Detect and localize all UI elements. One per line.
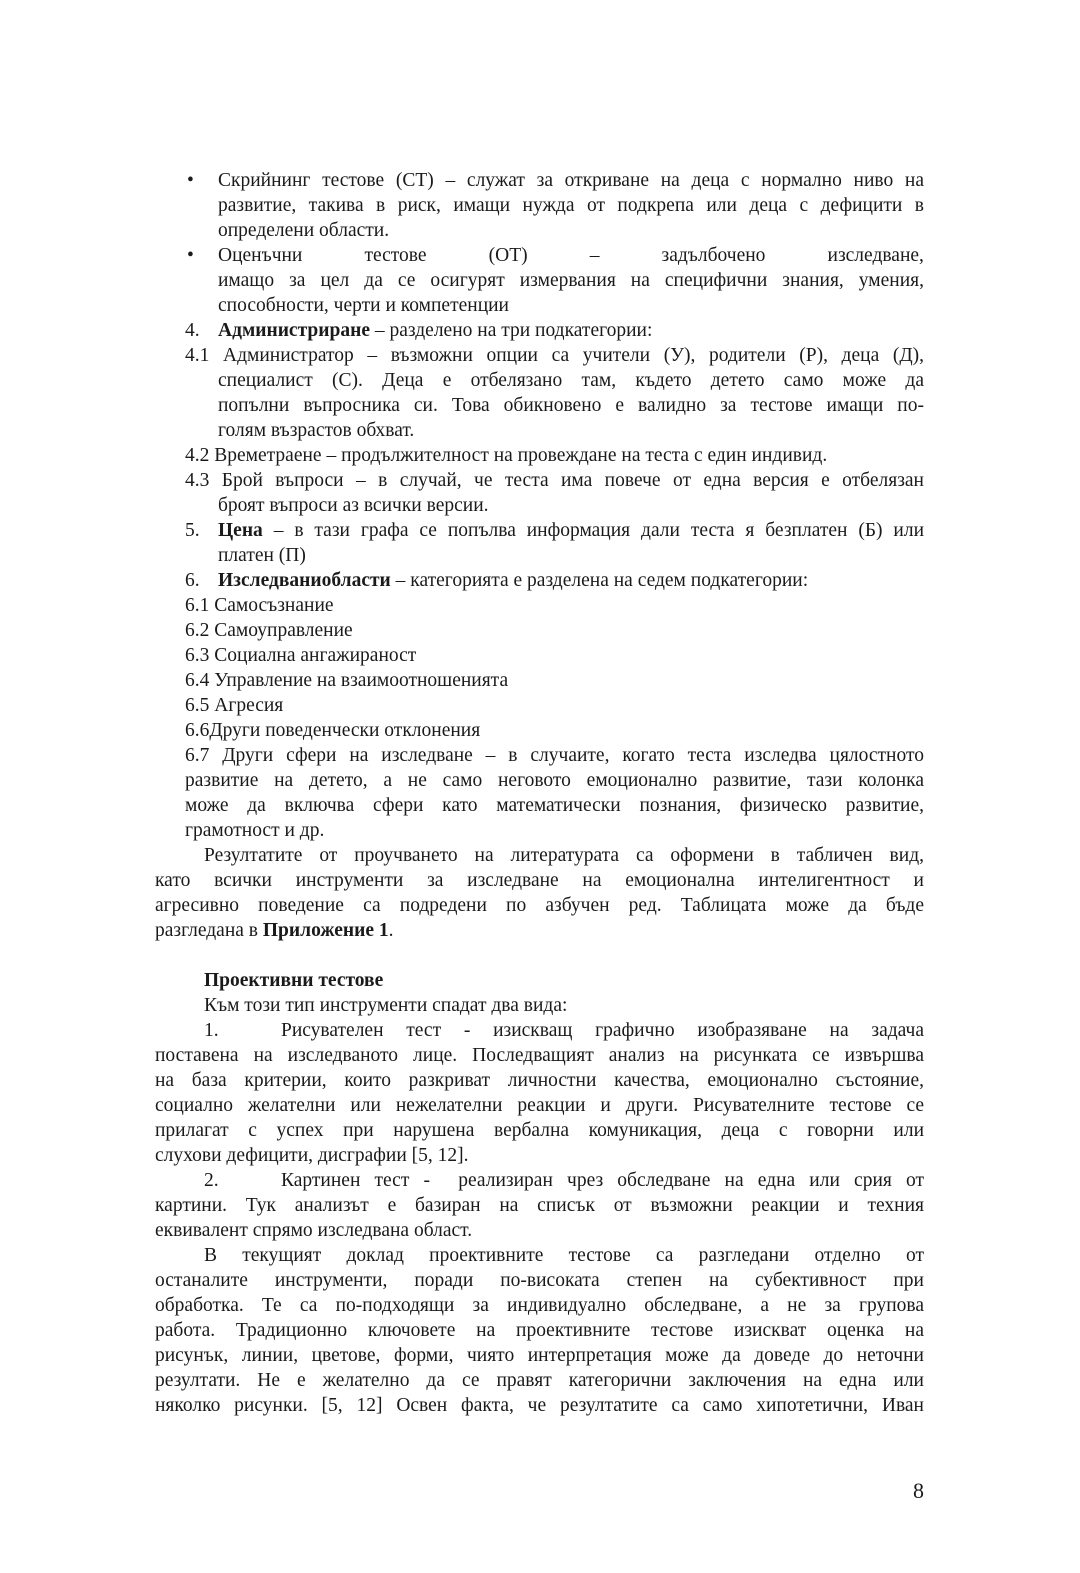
projective-item-1 — [155, 1018, 924, 1168]
appendix-reference: Приложение 1 — [262, 920, 389, 941]
text-line: социално желателни или нежелателни реакции и други. Рисувателните тестове се — [155, 1095, 924, 1116]
section-title: Цена — [218, 520, 263, 541]
bullet-icon: • — [187, 245, 194, 266]
text-line: резултати. Не е желателно да се правят категорични заключения на една или — [155, 1370, 924, 1391]
text-line: В текущият доклад проективните тестове са разгледани отделно от — [204, 1245, 924, 1266]
word: изследване, — [827, 245, 924, 266]
text-line: картини. Тук анализът е базиран на списък от възможни реакции и техния — [155, 1195, 924, 1216]
text-line: развитие, такива в риск, имащи нужда от подкрепа или деца с дефицити в — [218, 195, 924, 216]
bullet-item-screening — [155, 168, 924, 243]
text-line: няколко рисунки. [5, 12] Освен факта, че резултатите са само хипотетични, Иван — [155, 1395, 924, 1416]
section-4-heading — [155, 318, 924, 343]
text-line: голям възрастов обхват. — [218, 420, 415, 441]
subitem-6-1: 6.1 Самосъзнание — [185, 595, 334, 616]
subitem-6-2: 6.2 Самоуправление — [185, 620, 353, 641]
subitem-text: Времетраене – продължителност на провеждане на теста с един индивид. — [214, 445, 828, 466]
text-line — [155, 1018, 924, 1043]
page-content — [155, 168, 924, 1418]
item-number: 1. — [204, 1020, 219, 1041]
projective-intro: Към този тип инструменти спадат два вида: — [204, 995, 568, 1016]
text-line — [155, 918, 924, 943]
section-rest: – в тази графа се попълва информация дали теста я безплатен (Б) или — [262, 520, 924, 541]
spacer — [155, 943, 924, 968]
text-line: останалите инструменти, поради по-високата степен на субективност при — [155, 1270, 924, 1291]
text-line: работа. Традиционно ключовете на проективните тестове изискват оценка на — [155, 1320, 924, 1341]
subitem-4-1 — [155, 343, 924, 443]
heading-text: Проективни тестове — [204, 970, 384, 991]
text-line — [155, 1168, 924, 1193]
word: (ОТ) — [488, 245, 528, 266]
text-line: агресивно поведение са подредени по азбучен ред. Таблицата може да бъде — [155, 895, 924, 916]
subitem-6-5: 6.5 Агресия — [185, 695, 284, 716]
section-5-heading — [185, 518, 924, 543]
section-rest: – разделено на три подкатегории: — [369, 320, 653, 341]
text-line: прилагат с успех при нарушена вербална комуникация, деца с говорни или — [155, 1120, 924, 1141]
section-number: 5. — [185, 520, 200, 541]
subitem-text: Администратор – възможни опции са учители (У), родители (Р), деца (Д), — [223, 345, 925, 366]
word: задълбочено — [661, 245, 766, 266]
text-line: обработка. Те са по-подходящи за индивидуално обследване, а не за групова — [155, 1295, 924, 1316]
projective-item-2 — [155, 1168, 924, 1243]
subitem-4-3 — [155, 468, 924, 518]
item-number: 2. — [204, 1170, 219, 1191]
text-line: платен (П) — [218, 545, 306, 566]
text-line: поставена на изследваното лице. Последващият анализ на рисунката се извършва — [155, 1045, 924, 1066]
projective-paragraph — [155, 1243, 924, 1418]
section-rest: – категорията е разделена на седем подкатегории: — [390, 570, 809, 591]
item-text: Рисувателен тест - изискващ графично изобразяване на задача — [281, 1020, 924, 1041]
subitem-number: 4.3 — [185, 470, 210, 491]
text-line: рисунък, линии, цветове, форми, чиято интерпретация може да доведе до неточни — [155, 1345, 924, 1366]
text-line — [185, 443, 924, 468]
text-line: на база критерии, които разкриват личностни качества, емоционално състояние, — [155, 1070, 924, 1091]
text-line: специалист (С). Деца е отбелязано там, където детето само може да — [218, 370, 924, 391]
section-5 — [155, 518, 924, 568]
text-line: броят въпроси аз всички версии. — [218, 495, 489, 516]
text-line: Скрийнинг тестове (СТ) – служат за откриване на деца с нормално ниво на — [218, 170, 924, 191]
text-line: като всички инструменти за изследване на емоционална интелигентност и — [155, 870, 924, 891]
subitem-4-2 — [155, 443, 924, 468]
text-line: Резултатите от проучването на литературата са оформени в табличен вид, — [204, 845, 924, 866]
text-line: слухови дефицити, дисграфии [5, 12]. — [155, 1145, 469, 1166]
text-line: 6.7 Други сфери на изследване – в случаите, когато теста изследва цялостното — [185, 745, 924, 766]
subitem-text: Брой въпроси – в случай, че теста има повече от една версия е отбелязан — [221, 470, 924, 491]
subitem-6-7 — [155, 743, 924, 843]
text-line: попълни въпросника си. Това обикновено е валидно за тестове имащи по- — [218, 395, 924, 416]
word: Оценъчни — [218, 245, 303, 266]
section-number: 6. — [185, 570, 200, 591]
page-number: 8 — [913, 1478, 924, 1503]
bullet-item-assessment — [155, 243, 924, 318]
text-fragment: разгледана в — [155, 920, 263, 941]
subitem-number: 4.2 — [185, 445, 210, 466]
subitem-6-4: 6.4 Управление на взаимоотношенията — [185, 670, 509, 691]
summary-paragraph — [155, 843, 924, 943]
section-title: Администриране — [218, 320, 370, 341]
text-line — [218, 243, 924, 268]
bullet-icon: • — [187, 170, 194, 191]
text-line: имащо за цел да се осигурят измервания на специфични знания, умения, — [218, 270, 924, 291]
subitem-number: 4.1 — [185, 345, 210, 366]
item-text: Картинен тест - реализиран чрез обследване на една или срия от — [281, 1170, 924, 1191]
text-line: еквивалент спрямо изследвана област. — [155, 1220, 473, 1241]
text-fragment: . — [388, 920, 394, 941]
word: тестове — [364, 245, 427, 266]
section-title: Изследваниобласти — [218, 570, 391, 591]
word: – — [589, 245, 600, 266]
section-6-heading — [155, 568, 924, 593]
subitem-6-3: 6.3 Социална ангажираност — [185, 645, 417, 666]
projective-heading — [155, 968, 924, 993]
text-line — [185, 468, 924, 493]
text-line: грамотност и др. — [185, 820, 325, 841]
section-number: 4. — [185, 320, 200, 341]
text-line: определени области. — [218, 220, 390, 241]
text-line: може да включва сфери като математически познания, физическо развитие, — [185, 795, 924, 816]
text-line: развитие на детето, а не само неговото емоционално развитие, тази колонка — [185, 770, 924, 791]
text-line — [185, 343, 924, 368]
text-line: способности, черти и компетенции — [218, 295, 509, 316]
subitem-6-6: 6.6Други поведенчески отклонения — [185, 720, 481, 741]
